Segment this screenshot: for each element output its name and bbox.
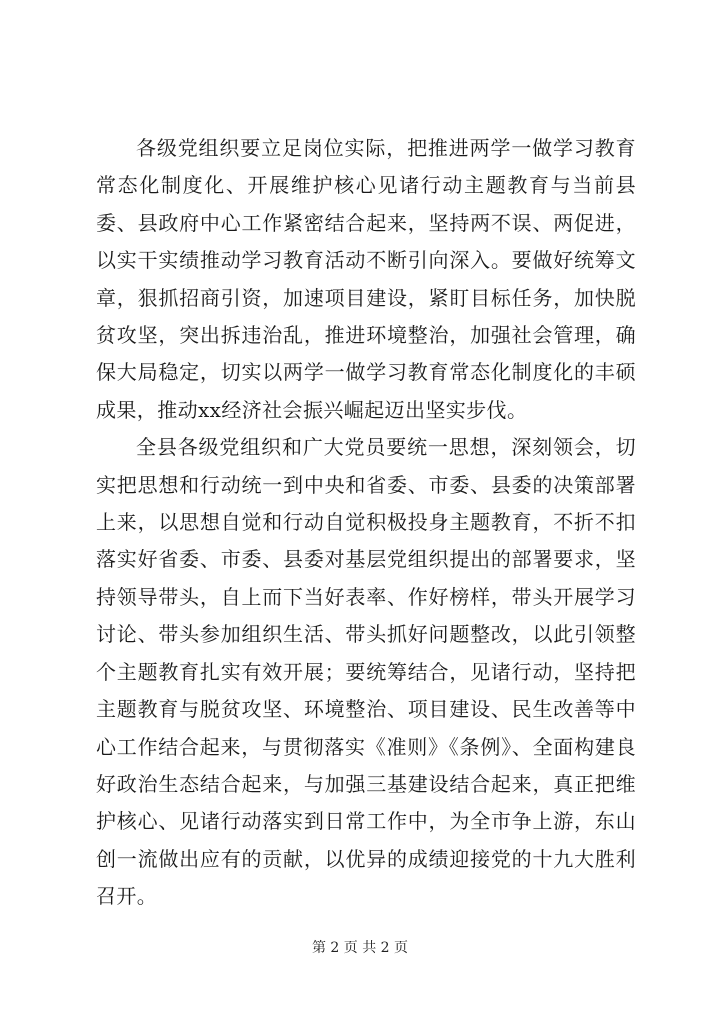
paragraph-1: 各级党组织要立足岗位实际，把推进两学一做学习教育常态化制度化、开展维护核心见诸行动主题教育与当前县委、县政府中心工作紧密结合起来，坚持两不误、两促进，以实干实绩推动学习教育活动不断引向深入。要做好统筹文章，狠抓招商引资，加速项目建设，紧盯目标任务，加快脱贫攻坚，突出拆违治乱，推进环境整治，加强社会管理，确保大局稳定，切实以两学一做学习教育常态化制度化的丰硕成果，推动xx经济社会振兴崛起迈出坚实步伐。 [96, 136, 636, 422]
document-body [96, 130, 636, 916]
paragraph-2: 全县各级党组织和广大党员要统一思想，深刻领会，切实把思想和行动统一到中央和省委、市委、县委的决策部署上来，以思想自觉和行动自觉积极投身主题教育，不折不扣落实好省委、市委、县委对基层党组织提出的部署要求，坚持领导带头，自上而下当好表率、作好榜样，带头开展学习讨论、带头参加组织生活、带头抓好问题整改，以此引领整个主题教育扎实有效开展；要统筹结合，见诸行动，坚持把主题教育与脱贫攻坚、环境整治、项目建设、民生改善等中心工作结合起来，与贯彻落实《准则》《条例》、全面构建良好政治生态结合起来，与加强三基建设结合起来，真正把维护核心、见诸行动落实到日常工作中，为全市争上游，东山创一流做出应有的贡献，以优异的成绩迎接党的十九大胜利召开。 [96, 435, 636, 909]
page-footer: 第 2 页 共 2 页 [311, 940, 409, 956]
